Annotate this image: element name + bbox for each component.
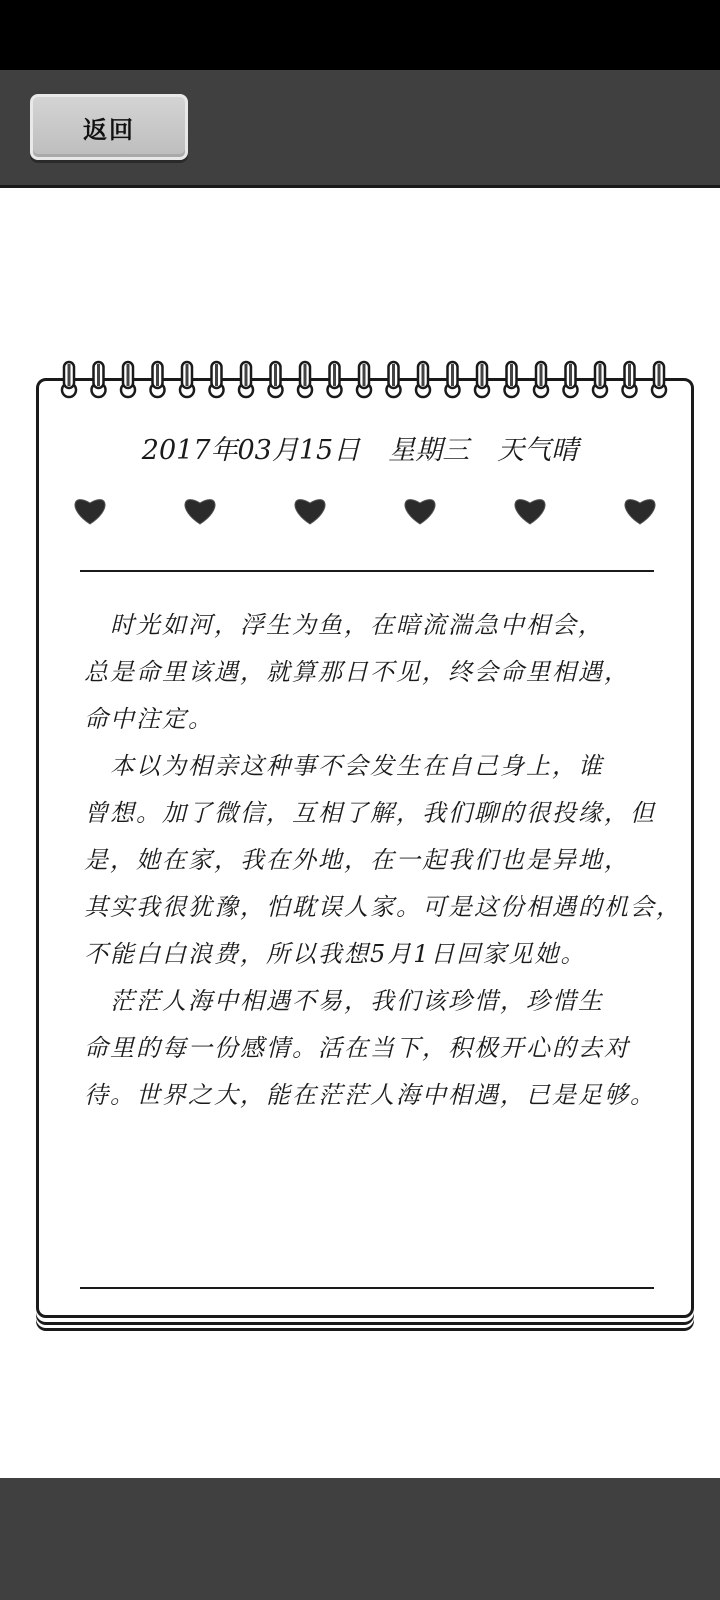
bottom-rule — [80, 1287, 654, 1289]
spiral-binding — [36, 360, 694, 410]
heart-icon — [405, 500, 435, 524]
spiral-ring-icon — [593, 362, 607, 397]
diary-line: 曾想。加了微信，互相了解，我们聊的很投缘，但 — [84, 799, 656, 827]
spiral-ring-icon — [357, 362, 371, 397]
spiral-ring-icon — [239, 362, 253, 397]
diary-line: 不能白白浪费，所以我想5月1日回家见她。 — [84, 940, 587, 968]
spiral-ring-icon — [387, 362, 401, 397]
diary-line: 本以为相亲这种事不会发生在自己身上，谁 — [110, 752, 604, 780]
spiral-ring-icon — [652, 362, 666, 397]
spiral-ring-icon — [180, 362, 194, 397]
heart-icon — [515, 500, 545, 524]
spiral-ring-icon — [298, 362, 312, 397]
back-button-label: 返回 — [83, 115, 135, 144]
heart-icon — [295, 500, 325, 524]
diary-weather: 天气晴 — [497, 435, 579, 466]
spiral-ring-icon — [269, 362, 283, 397]
diary-header — [0, 428, 720, 467]
diary-date: 2017年03月15日 — [141, 435, 361, 466]
spiral-ring-icon — [328, 362, 342, 397]
top-bar — [0, 70, 720, 188]
spiral-ring-icon — [534, 362, 548, 397]
spiral-ring-icon — [92, 362, 106, 397]
back-button[interactable] — [30, 94, 188, 160]
hearts-row — [72, 492, 670, 528]
spiral-ring-icon — [623, 362, 637, 397]
spiral-ring-icon — [416, 362, 430, 397]
status-bar — [0, 0, 720, 70]
diary-line: 总是命里该遇，就算那日不见，终会命里相遇， — [84, 658, 630, 686]
diary-body — [84, 602, 692, 1119]
spiral-ring-icon — [121, 362, 135, 397]
diary-weekday: 星期三 — [388, 435, 470, 466]
diary-line: 待。世界之大，能在茫茫人海中相遇，已是足够。 — [84, 1081, 656, 1109]
diary-line: 茫茫人海中相遇不易，我们该珍惜，珍惜生 — [110, 987, 604, 1015]
diary-line: 命中注定。 — [84, 705, 214, 733]
spiral-ring-icon — [210, 362, 224, 397]
spiral-ring-icon — [62, 362, 76, 397]
diary-line: 命里的每一份感情。活在当下，积极开心的去对 — [84, 1034, 630, 1062]
heart-icon — [75, 500, 105, 524]
heart-icon — [625, 500, 655, 524]
diary-line: 时光如河，浮生为鱼，在暗流湍急中相会， — [110, 611, 604, 639]
heart-icon — [185, 500, 215, 524]
spiral-ring-icon — [475, 362, 489, 397]
bottom-bar — [0, 1478, 720, 1600]
spiral-ring-icon — [151, 362, 165, 397]
diary-line: 其实我很犹豫，怕耽误人家。可是这份相遇的机会， — [84, 893, 682, 921]
spiral-ring-icon — [505, 362, 519, 397]
spiral-ring-icon — [446, 362, 460, 397]
diary-line: 是，她在家，我在外地，在一起我们也是异地， — [84, 846, 630, 874]
spiral-ring-icon — [564, 362, 578, 397]
top-rule — [80, 570, 654, 572]
